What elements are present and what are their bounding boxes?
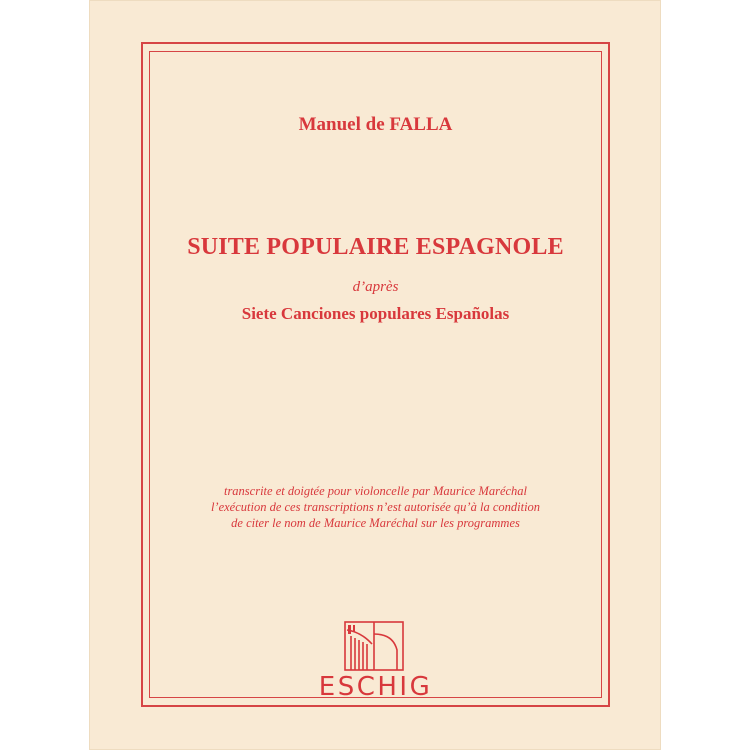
transcription-note-line-2: l’exécution de ces transcriptions n’est autorisée qu’à la condition bbox=[210, 500, 541, 514]
after-label: d’après bbox=[352, 279, 399, 295]
transcription-note-line-3: de citer le nom de Maurice Maréchal sur les programmes bbox=[231, 516, 520, 530]
eschig-harp-logo-icon bbox=[341, 620, 407, 672]
composer-name: Manuel de FALLA bbox=[298, 114, 453, 135]
transcription-note-line-1: transcrite et doigtée pour violoncelle par Maurice Maréchal bbox=[223, 484, 528, 498]
source-work-title: Siete Canciones populares Españolas bbox=[241, 304, 510, 323]
work-title: SUITE POPULAIRE ESPAGNOLE bbox=[187, 234, 564, 260]
score-cover bbox=[89, 0, 661, 750]
inner-border-frame bbox=[149, 51, 602, 698]
publisher-name: ESCHIG bbox=[318, 672, 433, 702]
